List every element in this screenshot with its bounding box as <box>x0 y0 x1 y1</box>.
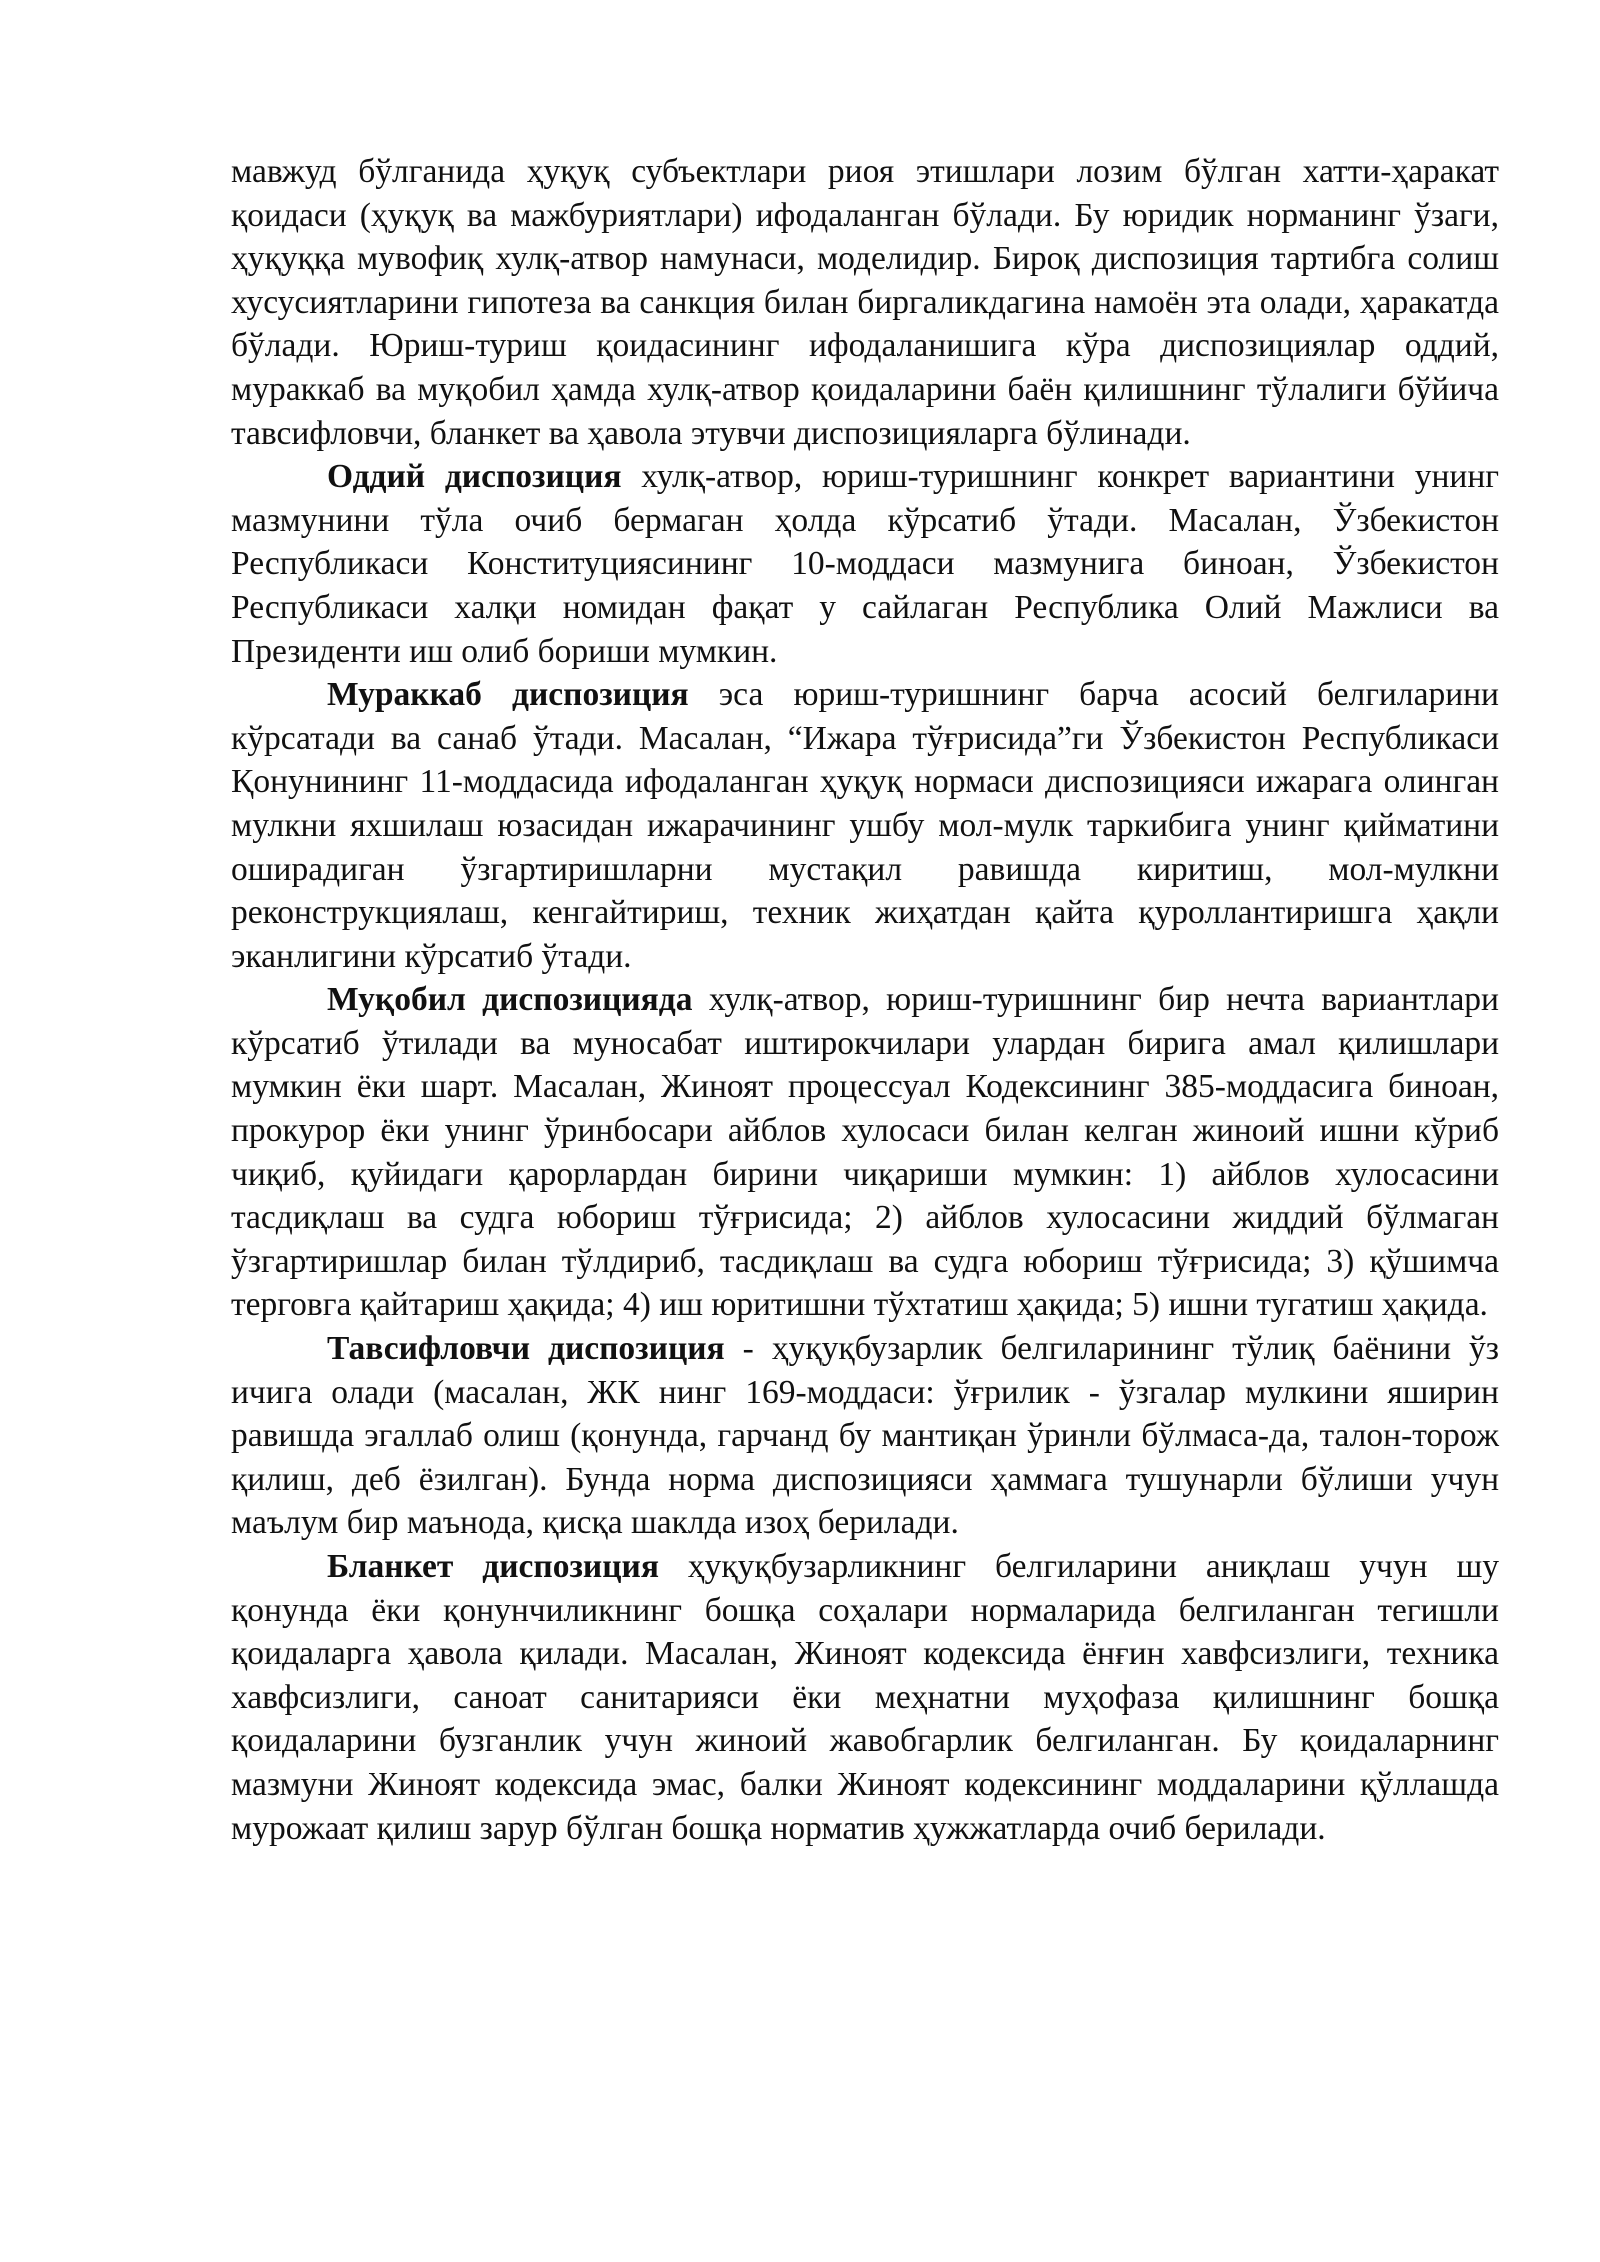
paragraph-text: хулқ-атвор, юриш-туришнинг конкрет вариантини унинг мазмунини тўла очиб бермаган ҳолда кўрсатиб ўтади. Масалан, Ўзбекистон Республикаси Конституциясининг 10-моддаси мазмунига биноан, Ўзбекистон Республикаси халқи номидан фақат у сайлаган Республика Олий Мажлиси ва Президенти иш олиб бориши мумкин. <box>231 458 1499 670</box>
document-page <box>231 150 1499 1850</box>
paragraph-descriptive-disposition <box>231 1327 1499 1545</box>
paragraph-text: хулқ-атвор, юриш-туришнинг бир нечта вариантлари кўрсатиб ўтилади ва муносабат иштирокчилари улардан бирига амал қилишлари мумкин ёки шарт. Масалан, Жиноят процессуал Кодексининг 385-моддасига биноан, прокурор ёки унинг ўринбосари айблов хулосаси билан келган жиноий ишни кўриб чиқиб, қуйидаги қарорлардан бирини чиқариши мумкин: 1) айблов хулосасини тасдиқлаш ва судга юбориш тўғрисида; 2) айблов хулосасини жиддий бўлмаган ўзгартиришлар билан тўлдириб, тасдиқлаш ва судга юбориш тўғрисида; 3) қўшимча терговга қайтариш ҳақида; 4) иш юритишни тўхтатиш ҳақида; 5) ишни тугатиш ҳақида. <box>231 981 1499 1324</box>
paragraph-alternative-disposition <box>231 978 1499 1327</box>
paragraph-term: Мураккаб диспозиция <box>327 676 689 714</box>
paragraph-simple-disposition <box>231 455 1499 673</box>
paragraph-term: Муқобил диспозицияда <box>327 981 693 1019</box>
paragraph-term: Оддий диспозиция <box>327 458 622 496</box>
paragraph-blanket-disposition <box>231 1545 1499 1850</box>
paragraph-text: эса юриш-туришнинг барча асосий белгиларини кўрсатади ва санаб ўтади. Масалан, “Ижара тўғрисида”ги Ўзбекистон Республикаси Қонунининг 11-моддасида ифодаланган ҳуқуқ нормаси диспозицияси ижарага олинган мулкни яхшилаш юзасидан ижарачининг ушбу мол-мулк таркибига унинг қийматини оширадиган ўзгартиришларни мустақил равишда киритиш, мол-мулкни реконструкциялаш, кенгайтириш, техник жиҳатдан қайта қуроллантиришга ҳақли эканлигини кўрсатиб ўтади. <box>231 676 1499 975</box>
paragraph-text: мавжуд бўлганида ҳуқуқ субъектлари риоя этишлари лозим бўлган хатти-ҳаракат қоидаси (ҳуқуқ ва мажбуриятлари) ифодаланган бўлади. Бу юридик норманинг ўзаги, ҳуқуққа мувофиқ хулқ-атвор намунаси, моделидир. Бироқ диспозиция тартибга солиш хусусиятларини гипотеза ва санкция билан биргаликдагина намоён эта олади, ҳаракатда бўлади. Юриш-туриш қоидасининг ифодаланишига кўра диспозициялар оддий, мураккаб ва муқобил ҳамда хулқ-атвор қоидаларини баён қилишнинг тўлалиги бўйича тавсифловчи, бланкет ва ҳавола этувчи диспозицияларга бўлинади. <box>231 153 1499 452</box>
paragraph-continuation <box>231 150 1499 455</box>
paragraph-term: Тавсифловчи диспозиция <box>327 1330 725 1368</box>
paragraph-text: ҳуқуқбузарликнинг белгиларини аниқлаш учун шу қонунда ёки қонунчиликнинг бошқа соҳалари нормаларида белгиланган тегишли қоидаларга ҳавола қилади. Масалан, Жиноят кодексида ёнғин хавфсизлиги, техника хавфсизлиги, саноат санитарияси ёки меҳнатни муҳофаза қилишнинг бошқа қоидаларини бузганлик учун жиноий жавобгарлик белгиланган. Бу қоидаларнинг мазмуни Жиноят кодексида эмас, балки Жиноят кодексининг моддаларини қўллашда мурожаат қилиш зарур бўлган бошқа норматив ҳужжатларда очиб берилади. <box>231 1548 1499 1847</box>
paragraph-complex-disposition <box>231 673 1499 978</box>
paragraph-text: - ҳуқуқбузарлик белгиларининг тўлиқ баёнини ўз ичига олади (масалан, ЖК нинг 169-моддаси: ўғрилик - ўзгалар мулкини яширин равишда эгаллаб олиш (қонунда, гарчанд бу мантиқан ўринли бўлмаса-да, талон-торож қилиш, деб ёзилган). Бунда норма диспозицияси ҳаммага тушунарли бўлиши учун маълум бир маънода, қисқа шаклда изоҳ берилади. <box>231 1330 1499 1542</box>
paragraph-term: Бланкет диспозиция <box>327 1548 659 1585</box>
